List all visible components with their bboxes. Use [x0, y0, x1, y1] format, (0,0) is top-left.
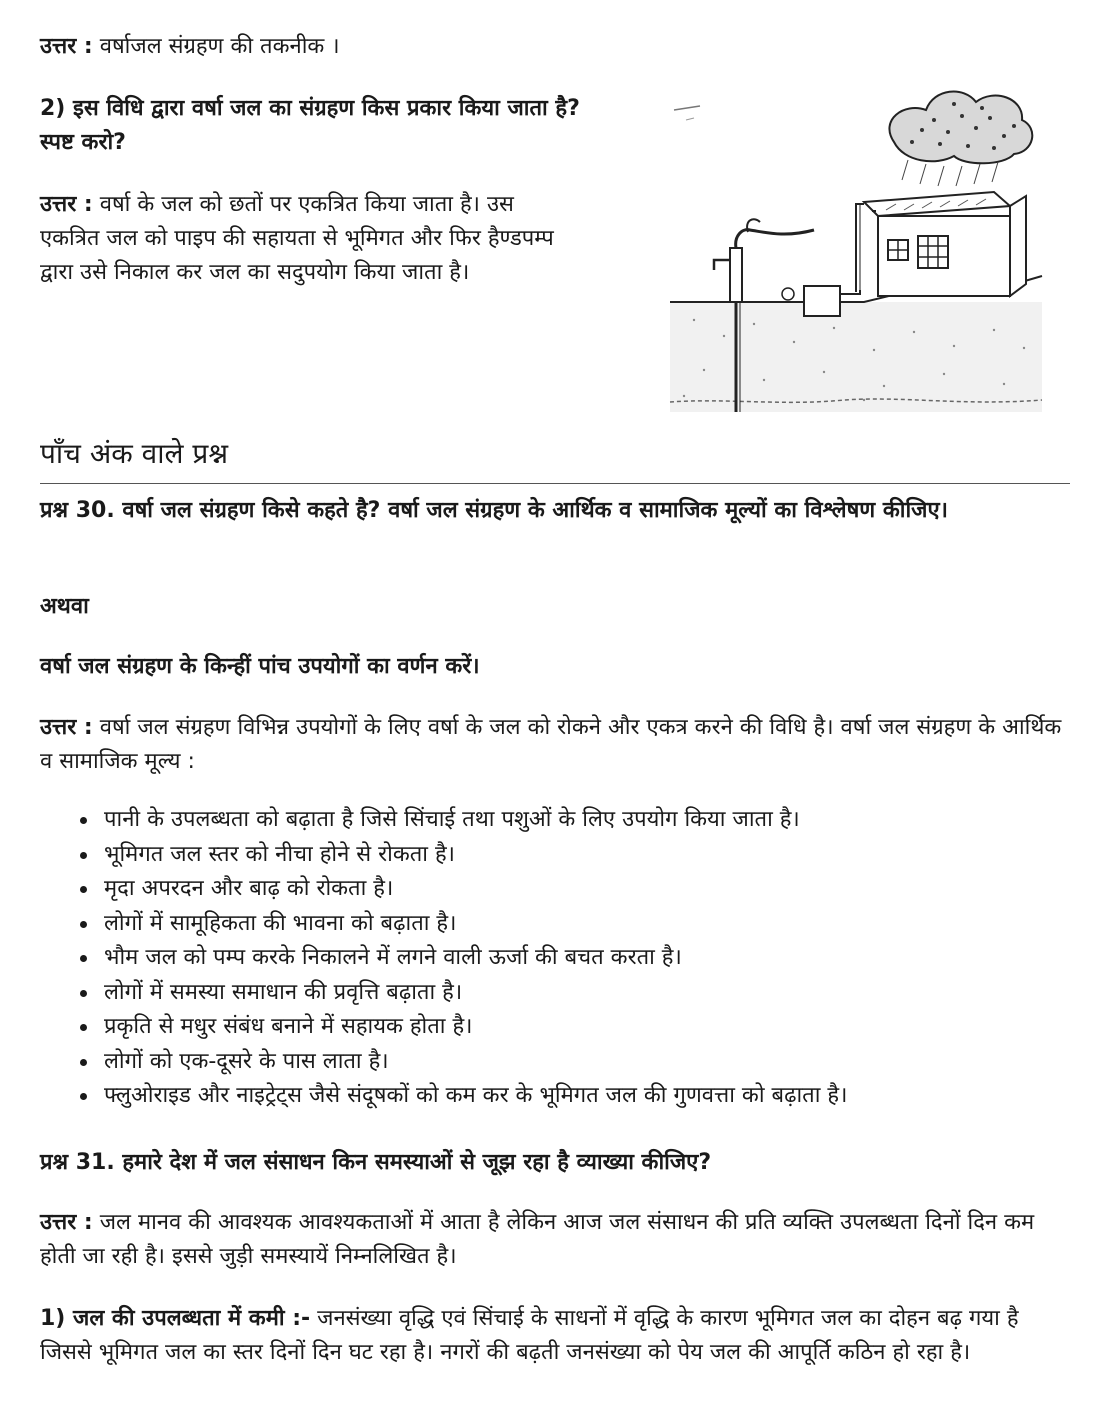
answer-1 — [40, 30, 600, 64]
list-item: प्रकृति से मधुर संबंध बनाने में सहायक होता है। — [104, 1010, 1070, 1045]
point-1-title: 1) जल की उपलब्धता में कमी :- — [40, 1306, 311, 1331]
answer-30-text: वर्षा जल संग्रहण विभिन्न उपयोगों के लिए वर्षा के जल को रोकने और एकत्र करने की विधि है। वर्षा जल संग्रहण के आर्थिक व सामाजिक मूल्य : — [40, 715, 1062, 774]
question-30-alt: वर्षा जल संग्रहण के किन्हीं पांच उपयोगों का वर्णन करें। — [40, 654, 480, 679]
answer-label: उत्तर : — [40, 192, 93, 217]
answer-label: उत्तर : — [40, 34, 93, 59]
answer-label: उत्तर : — [40, 1210, 93, 1235]
list-item: मृदा अपरदन और बाढ़ को रोकता है। — [104, 872, 1070, 907]
answer-1-text: वर्षाजल संग्रहण की तकनीक । — [99, 34, 340, 59]
answer-2-text: वर्षा के जल को छतों पर एकत्रित किया जाता है। उस एकत्रित जल को पाइप की सहायता से भूमिगत और फिर हैण्डपम्प द्वारा उसे निकाल कर जल का सदुपयोग किया जाता है। — [40, 192, 554, 285]
answer-2 — [40, 188, 580, 290]
rainwater-harvesting-illustration — [664, 80, 1044, 412]
house-icon — [864, 192, 1026, 296]
tank-icon — [804, 286, 840, 316]
point-1-text: जनसंख्या वृद्धि एवं सिंचाई के साधनों में वृद्धि के कारण भूमिगत जल का दोहन बढ़ गया है जिससे भूमिगत जल का स्तर दिनों दिन घट रहा है। नगरों की बढ़ती जनसंख्या को पेय जल की आपूर्ति कठिन हो रहा है। — [40, 1306, 1019, 1365]
list-item: पानी के उपलब्धता को बढ़ाता है जिसे सिंचाई तथा पशुओं के लिए उपयोग किया जाता है। — [104, 803, 1070, 838]
list-item: लोगों में सामूहिकता की भावना को बढ़ाता है। — [104, 907, 1070, 942]
question-2: 2) इस विधि द्वारा वर्षा जल का संग्रहण किस प्रकार किया जाता है? स्पष्ट करो? — [40, 96, 580, 155]
list-item: भौम जल को पम्प करके निकालने में लगने वाली ऊर्जा की बचत करता है। — [104, 941, 1070, 976]
list-item: फ्लुओराइड और नाइट्रेट्स जैसे संदूषकों को कम कर के भूमिगत जल की गुणवत्ता को बढ़ाता है। — [104, 1079, 1070, 1114]
or-label: अथवा — [40, 594, 89, 619]
list-item: लोगों को एक-दूसरे के पास लाता है। — [104, 1045, 1070, 1080]
point-1 — [40, 1302, 1070, 1370]
answer-31 — [40, 1206, 1070, 1274]
values-list — [40, 803, 1070, 1114]
section-divider — [40, 483, 1070, 484]
list-item: भूमिगत जल स्तर को नीचा होने से रोकता है। — [104, 838, 1070, 873]
question-30: प्रश्न 30. वर्षा जल संग्रहण किसे कहते है? वर्षा जल संग्रहण के आर्थिक व सामाजिक मूल्यों का विश्लेषण कीजिए। — [40, 498, 948, 523]
question-31: प्रश्न 31. हमारे देश में जल संसाधन किन समस्याओं से जूझ रहा है व्याख्या कीजिए? — [40, 1150, 712, 1175]
answer-31-text: जल मानव की आवश्यक आवश्यकताओं में आता है लेकिन आज जल संसाधन की प्रति व्यक्ति उपलब्धता दिनों दिन कम होती जा रही है। इससे जुड़ी समस्यायें निम्नलिखित है। — [40, 1210, 1035, 1269]
answer-label: उत्तर : — [40, 715, 93, 740]
cloud-icon — [889, 92, 1032, 164]
section-heading: पाँच अंक वाले प्रश्न — [40, 437, 229, 470]
answer-30 — [40, 711, 1070, 779]
list-item: लोगों में समस्या समाधान की प्रवृत्ति बढ़ाता है। — [104, 976, 1070, 1011]
